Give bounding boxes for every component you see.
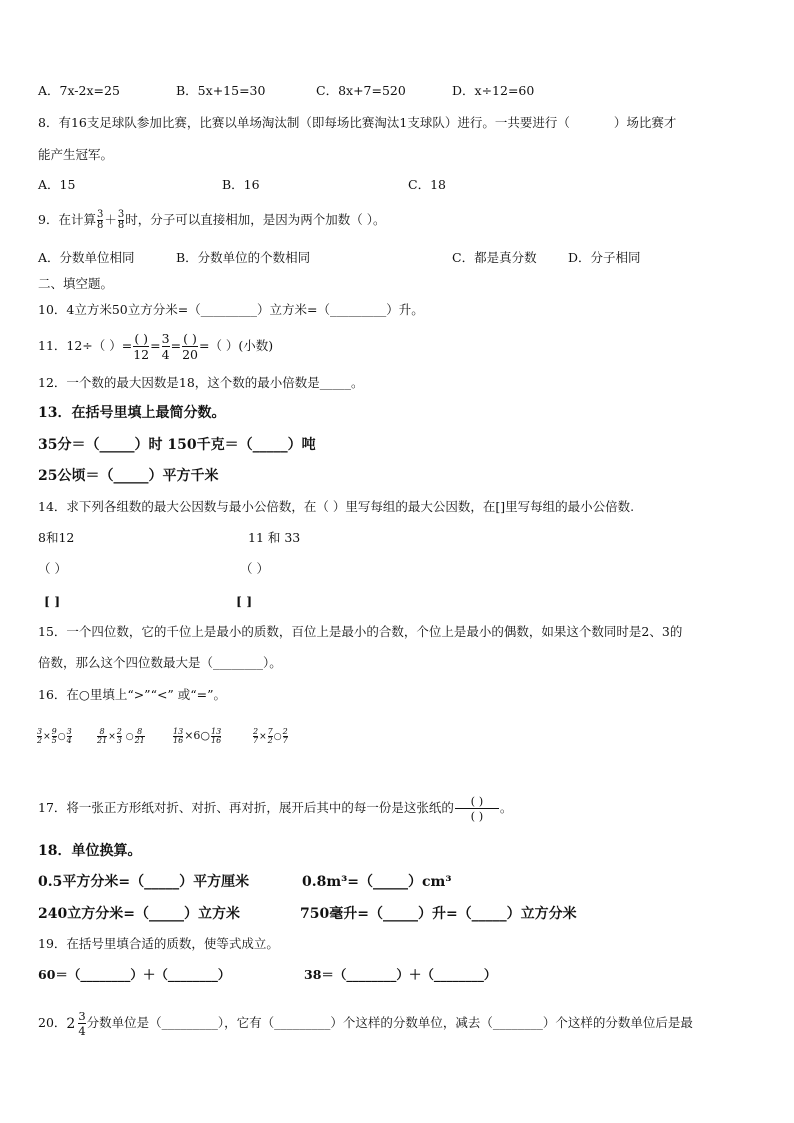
q14-pair-1: 8和12 [38,530,75,545]
q17-line [38,790,512,826]
q20-mixed-number: 2 $\frac{3}{4}$ [66,1009,86,1038]
q18-row1-a: 0.5平方分米=（_____）平方厘米 [38,874,250,890]
q20-line [38,1006,693,1041]
q17-den: ( ) [470,809,484,823]
q14-pair-2: 11 和 33 [248,530,301,545]
q14-gcd-blank-1: （ ） [38,561,67,576]
q11-line [38,329,273,363]
q9-f2-num: 3 [117,209,125,220]
q11-fraction-2 [162,331,170,362]
q9-f1-num: 3 [96,209,104,220]
q11-f1-den: 12 [133,347,150,362]
q16-item-4: $\frac{2}{7}$ × $\frac{7}{2}$ ○ $\frac{2}{7}$ [253,727,288,745]
section-heading: 二、填空题。 [38,276,114,291]
q15-line1: 15．一个四位数，它的千位上是最小的质数，百位上是最小的合数，个位上是最小的偶数，如果这个数同时是2、3的 [38,624,683,639]
q16-item-2: $\frac{8}{21}$ × $\frac{2}{3}$ ○ $\frac{8}{21}$ [97,727,145,745]
q13-row1: 35分＝（_____）时 150千克＝（_____）吨 [38,437,316,453]
q17-text: 17．将一张正方形纸对折、对折、再对折，展开后其中的每一份是这张纸的 [38,800,454,815]
q9-f2-den: 8 [117,220,125,231]
q11-suffix: =（ ）(小数) [198,338,274,353]
q9-fraction-2 [118,210,124,231]
q9-option-d: D．分子相同 [568,250,641,265]
q14-lcm-blank-2: [ ] [236,594,253,609]
q8-option-c: C．18 [408,177,446,192]
q17-answer-fraction [455,794,499,823]
q9-prefix: 9．在计算 [38,212,96,227]
q7-option-a: A．7x-2x=25 [38,83,120,98]
q11-f1-num: ( ) [134,331,149,346]
q18-row1-b: 0.8m³=（_____）cm³ [302,874,452,890]
q11-eq-2: = [170,338,182,353]
q8-line1 [38,114,676,132]
q13-title: 13．在括号里填上最简分数。 [38,405,226,421]
q19-right: 38＝（________）＋（________） [304,967,497,982]
q13-row2: 25公顷＝（_____）平方千米 [38,468,219,484]
q11-fraction-1 [133,331,149,362]
q9-fraction-1 [97,210,103,231]
q11-eq-1: = [150,338,161,353]
q16-item-3: $\frac{13}{16}$ ×6○ $\frac{13}{16}$ [173,727,222,745]
q18-row2-a: 240立方分米=（_____）立方米 [38,906,240,922]
q14-lcm-blank-1: [ ] [44,594,61,609]
q8-text-end: ）场比赛才 [613,115,677,130]
q7-option-d: D．x÷12=60 [452,83,535,98]
q8-option-b: B．16 [222,177,260,192]
q16-item-1: $\frac{3}{2}$ × $\frac{9}{5}$ ○ $\frac{3}{4}$ [37,727,72,745]
q18-row2-b: 750毫升=（_____）升=（_____）立方分米 [300,906,577,922]
q18-title: 18．单位换算。 [38,843,142,859]
q17-end: 。 [499,800,513,815]
q19-left: 60＝（________）＋（________） [38,967,231,982]
q9-option-a: A．分数单位相同 [38,250,135,265]
q7-option-c: C．8x+7=520 [316,83,406,98]
q9-f1-den: 8 [96,220,104,231]
q8-text: 8．有16支足球队参加比赛，比赛以单场淘汰制（即每场比赛淘汰1支球队）进行。一共要进行（ [38,115,570,130]
q17-num: ( ) [470,794,484,808]
q7-option-b: B．5x+15=30 [176,83,266,98]
q9-plus: ＋ [104,212,117,227]
q12-line: 12．一个数的最大因数是18，这个数的最小倍数是_____。 [38,375,364,390]
q11-f2-num: 3 [161,331,170,346]
q9-suffix: 时，分子可以直接相加，是因为两个加数（ ）。 [125,212,386,227]
q20-text: 分数单位是（_________），它有（_________）个这样的分数单位，减去（________）个这样的分数单位后是最 [86,1015,693,1030]
q19-title: 19．在括号里填合适的质数，使等式成立。 [38,936,279,951]
q11-prefix: 11．12÷（ ）= [38,338,133,353]
q15-line2: 倍数，那么这个四位数最大是（________）。 [38,655,282,670]
q10-line: 10．4立方米50立方分米=（_________）立方米=（_________）升。 [38,302,424,317]
q16-title: 16．在○里填上“>”“<” 或“=”。 [38,687,227,702]
q11-f3-num: ( ) [183,331,197,346]
q14-title: 14．求下列各组数的最大公因数与最小公倍数，在（ ）里写每组的最大公因数，在[]里写每组的最小公倍数. [38,499,635,514]
q8-line2: 能产生冠军。 [38,147,114,162]
q9-option-c: C．都是真分数 [452,250,537,265]
q9-option-b: B．分数单位的个数相同 [176,250,311,265]
q11-f2-den: 4 [161,347,170,362]
q11-f3-den: 20 [182,347,198,362]
q11-fraction-3 [182,331,198,362]
q20-label: 20． [38,1015,67,1030]
q8-option-a: A．15 [38,177,76,192]
q14-gcd-blank-2: （ ） [240,561,269,576]
q9-line [38,210,385,231]
